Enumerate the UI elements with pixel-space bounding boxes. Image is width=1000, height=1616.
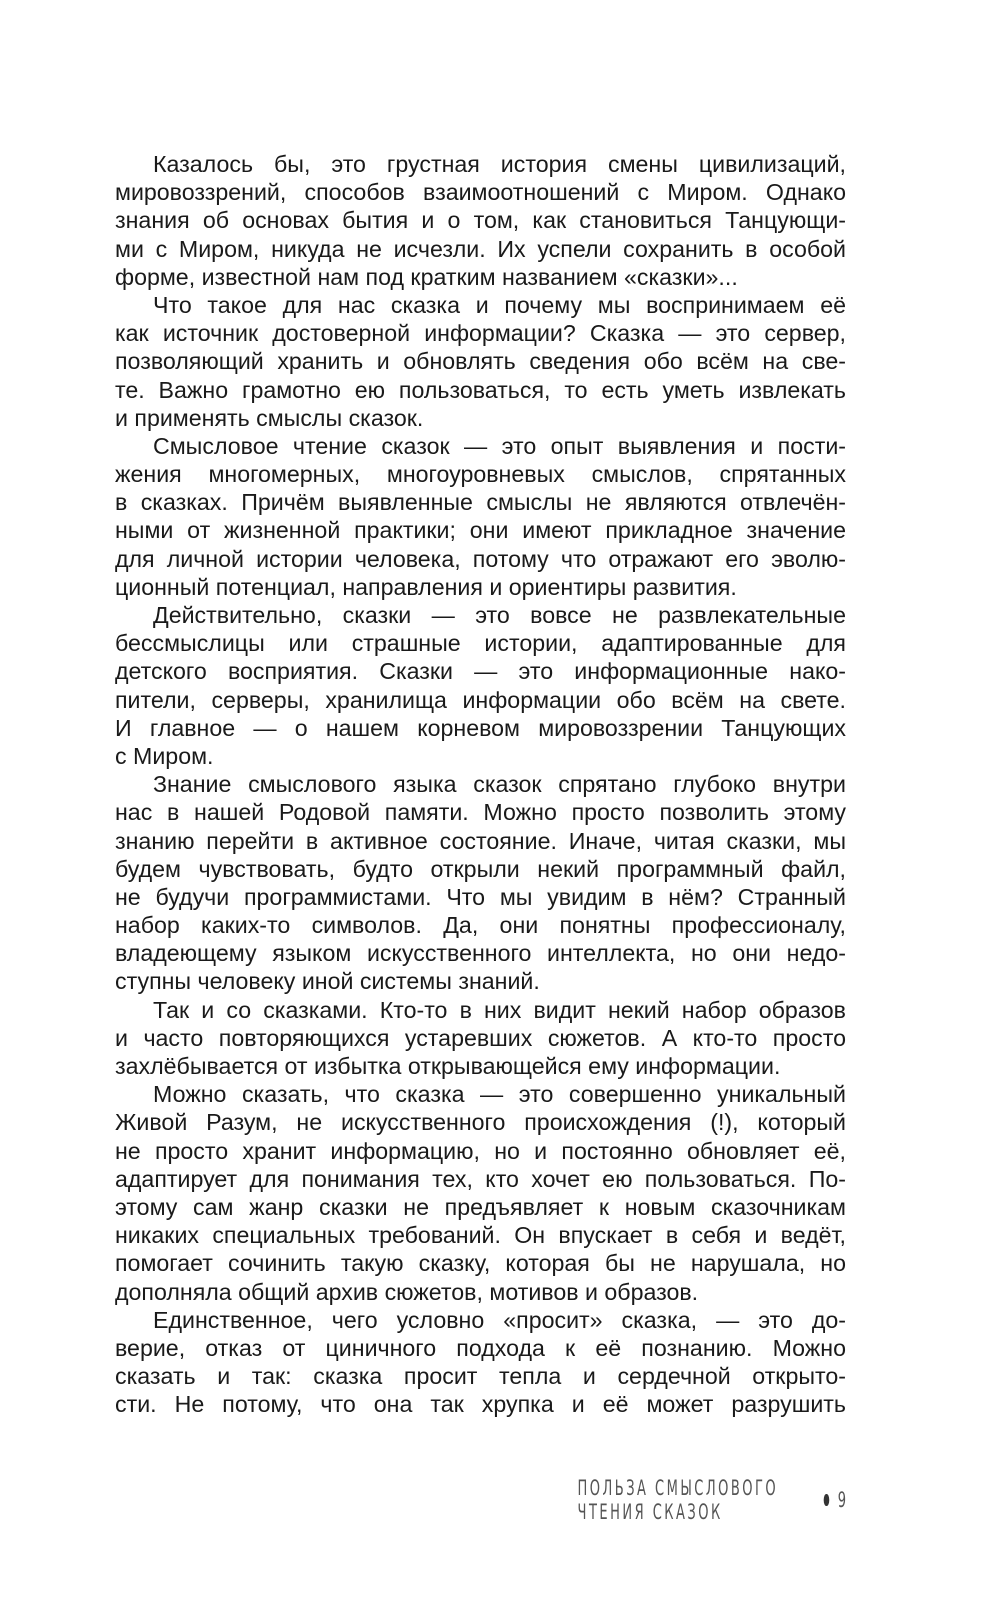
text-line: будем чувствовать, будто открыли некий программный файл, bbox=[115, 855, 846, 882]
text-line: знания об основах бытия и о том, как становиться Танцующи- bbox=[115, 207, 846, 234]
text-line: ми с Миром, никуда не исчезли. Их успели сохранить в особой bbox=[115, 235, 846, 262]
text-line: те. Важно грамотно ею пользоваться, то есть уметь извлекать bbox=[115, 376, 846, 403]
paragraph bbox=[115, 1306, 846, 1419]
text-line: владеющему языком искусственного интеллекта, но они недо- bbox=[115, 940, 846, 967]
text-line: нас в нашей Родовой памяти. Можно просто позволить этому bbox=[115, 799, 846, 826]
text-line: адаптирует для понимания тех, кто хочет ею пользоваться. По- bbox=[115, 1165, 846, 1192]
text-line: захлёбывается от избытка открывающейся ему информации. bbox=[115, 1053, 781, 1079]
text-line: сказать и так: сказка просит тепла и сердечной открыто- bbox=[115, 1363, 846, 1390]
bullet-icon bbox=[824, 1494, 829, 1506]
text-line: Можно сказать, что сказка — это совершенно уникальный bbox=[153, 1081, 846, 1108]
text-line: знанию перейти в активное состояние. Иначе, читая сказки, мы bbox=[115, 827, 846, 854]
text-line: как источник достоверной информации? Сказка — это сервер, bbox=[115, 320, 846, 347]
text-line: Знание смыслового языка сказок спрятано глубоко внутри bbox=[153, 771, 846, 798]
text-line: Единственное, чего условно «просит» сказка, — это до- bbox=[153, 1306, 846, 1333]
text-line: ными от жизненной практики; они имеют прикладное значение bbox=[115, 517, 846, 544]
text-line: и применять смыслы сказок. bbox=[115, 404, 424, 431]
paragraph bbox=[115, 601, 846, 770]
paragraph bbox=[115, 1080, 846, 1306]
text-line: бессмыслицы или страшные истории, адаптированные для bbox=[115, 630, 846, 657]
text-line: И главное — о нашем корневом мировоззрении Танцующих bbox=[115, 714, 846, 741]
paragraph bbox=[115, 432, 846, 601]
page-number: 9 bbox=[837, 1488, 846, 1512]
paragraph bbox=[115, 150, 846, 291]
text-line: и часто повторяющихся устаревших сюжетов. А кто-то просто bbox=[115, 1024, 846, 1051]
text-line: Казалось бы, это грустная история смены цивилизаций, bbox=[153, 151, 846, 177]
text-line: Что такое для нас сказка и почему мы воспринимаем её bbox=[153, 291, 846, 318]
text-line: мировоззрений, способов взаимоотношений с Миром. Однако bbox=[115, 179, 846, 206]
text-line: для личной истории человека, потому что отражают его эволю- bbox=[115, 545, 846, 572]
text-line: никаких специальных требований. Он впускает в себя и ведёт, bbox=[115, 1222, 846, 1249]
text-line: пители, серверы, хранилища информации обо всём на свете. bbox=[115, 686, 846, 713]
text-line: Так и со сказками. Кто-то в них видит некий набор образов bbox=[153, 996, 846, 1023]
text-line: Смысловое чтение сказок — это опыт выявления и пости- bbox=[153, 432, 846, 459]
text-line: ционный потенциал, направления и ориентиры развития. bbox=[115, 573, 737, 600]
text-line: Действительно, сказки — это вовсе не развлекательные bbox=[153, 602, 846, 628]
text-line: сти. Не потому, что она так хрупка и её может разрушить bbox=[115, 1391, 846, 1418]
text-line: детского восприятия. Сказки — это информационные нако- bbox=[115, 658, 846, 685]
text-line: с Миром. bbox=[115, 742, 214, 769]
text-line: верие, отказ от циничного подхода к её познанию. Можно bbox=[115, 1334, 846, 1361]
text-line: позволяющий хранить и обновлять сведения обо всём на све- bbox=[115, 348, 846, 375]
paragraph bbox=[115, 770, 846, 996]
paragraph bbox=[115, 291, 846, 432]
page-body-text bbox=[115, 150, 846, 1418]
text-line: Живой Разум, не искусственного происхождения (!), который bbox=[115, 1109, 846, 1136]
text-line: жения многомерных, многоуровневых смыслов, спрятанных bbox=[115, 461, 846, 488]
paragraph bbox=[115, 996, 846, 1081]
text-line: не просто хранит информацию, но и постоянно обновляет её, bbox=[115, 1137, 846, 1164]
text-line: не будучи программистами. Что мы увидим в нём? Странный bbox=[115, 883, 846, 910]
text-line: ступны человеку иной системы знаний. bbox=[115, 968, 540, 995]
page-footer bbox=[577, 1476, 846, 1524]
text-line: этому сам жанр сказки не предъявляет к новым сказочникам bbox=[115, 1193, 846, 1220]
text-line: помогает сочинить такую сказку, которая бы не нарушала, но bbox=[115, 1250, 846, 1277]
running-title: ПОЛЬЗА СМЫСЛОВОГО ЧТЕНИЯ СКАЗОК bbox=[577, 1476, 779, 1524]
text-line: дополняла общий архив сюжетов, мотивов и образов. bbox=[115, 1278, 699, 1305]
text-line: форме, известной нам под кратким названием «сказки»... bbox=[115, 263, 738, 290]
text-line: в сказках. Причём выявленные смыслы не являются отвлечён- bbox=[115, 489, 846, 516]
text-line: набор каких-то символов. Да, они понятны профессионалу, bbox=[115, 912, 846, 939]
